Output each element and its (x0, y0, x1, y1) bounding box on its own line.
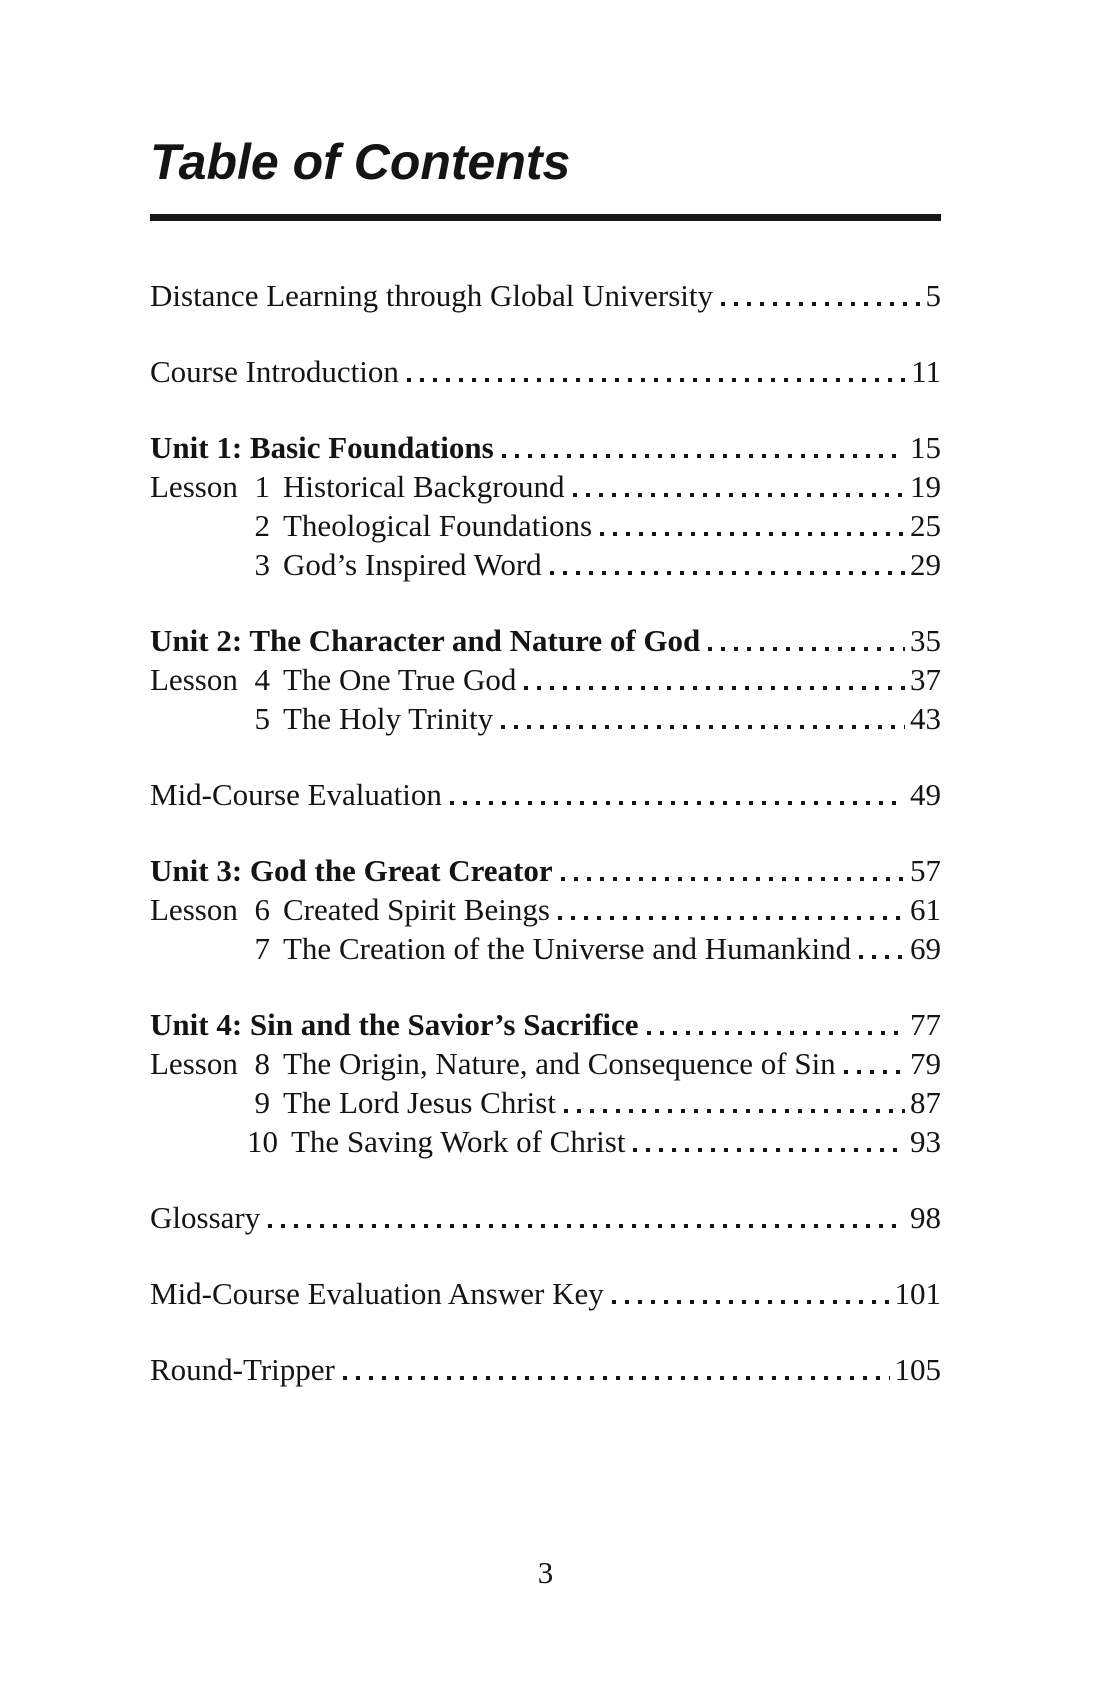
toc-entry-page: 87 (910, 1085, 941, 1120)
leader-dots (844, 1070, 905, 1074)
toc-entry-label: The Lord Jesus Christ (283, 1085, 556, 1120)
toc-entry-prefix: Lesson (150, 469, 238, 504)
toc-entry-page: 49 (910, 777, 941, 812)
toc-entry (150, 851, 941, 890)
toc-entry-page: 5 (925, 278, 941, 313)
leader-dots (573, 493, 905, 497)
toc-entry-label: Unit 3: God the Great Creator (150, 853, 553, 888)
toc-entry-label: Mid-Course Evaluation Answer Key (150, 1276, 604, 1311)
toc-entry-label: Mid-Course Evaluation (150, 777, 442, 812)
toc-entry-label: Theological Foundations (283, 508, 593, 543)
toc-entry-label: Distance Learning through Global University (150, 278, 714, 313)
toc-entry (150, 890, 941, 929)
leader-dots (600, 532, 905, 536)
toc-entry (150, 929, 941, 968)
toc-entry-page: 61 (910, 892, 941, 927)
leader-dots (343, 1376, 890, 1380)
page-content (150, 0, 941, 1389)
toc-entry (150, 506, 941, 545)
toc-entry (150, 276, 941, 315)
toc-entry-page: 19 (910, 469, 941, 504)
leader-dots (564, 1109, 905, 1113)
toc-entry-label: Created Spirit Beings (283, 892, 550, 927)
leader-dots (859, 955, 905, 959)
toc-entry-page: 37 (910, 662, 941, 697)
toc-entry-page: 69 (910, 931, 941, 966)
leader-dots (721, 302, 920, 306)
toc-entry-number: 8 (254, 1046, 270, 1081)
toc-entry (150, 1350, 941, 1389)
toc-entry (150, 1198, 941, 1237)
toc-entry (150, 1274, 941, 1313)
toc-entry (150, 660, 941, 699)
page-title: Table of Contents (150, 134, 571, 190)
toc-entry-page: 105 (894, 1352, 941, 1387)
toc-entry (150, 428, 941, 467)
toc-entry-number: 5 (254, 701, 270, 736)
toc-entry-label: The Origin, Nature, and Consequence of Sin (283, 1046, 836, 1081)
leader-dots (708, 647, 905, 651)
toc-entry-page: 57 (910, 853, 941, 888)
toc-entry-number: 7 (254, 931, 270, 966)
toc-entry-label: Course Introduction (150, 354, 399, 389)
toc-entry-prefix: Lesson (150, 892, 238, 927)
leader-dots (550, 571, 905, 575)
toc-entry-number: 3 (254, 547, 270, 582)
toc-entry-page: 25 (910, 508, 941, 543)
toc-entry (150, 1005, 941, 1044)
toc-entry-label: Glossary (150, 1200, 261, 1235)
leader-dots (502, 454, 905, 458)
toc-entry (150, 545, 941, 584)
toc-entry-label: Unit 1: Basic Foundations (150, 430, 494, 465)
leader-dots (558, 916, 905, 920)
leader-dots (612, 1300, 890, 1304)
toc-entry-page: 29 (910, 547, 941, 582)
toc-entry-label: Historical Background (283, 469, 565, 504)
leader-dots (524, 686, 905, 690)
toc-entry (150, 621, 941, 660)
toc-list (150, 276, 941, 1389)
toc-entry-page: 11 (911, 354, 941, 389)
toc-entry-number: 10 (247, 1124, 278, 1159)
toc-entry (150, 467, 941, 506)
leader-dots (268, 1224, 905, 1228)
toc-entry-page: 35 (910, 623, 941, 658)
leader-dots (407, 378, 906, 382)
toc-entry-page: 93 (910, 1124, 941, 1159)
leader-dots (450, 801, 905, 805)
toc-entry (150, 699, 941, 738)
leader-dots (647, 1031, 905, 1035)
toc-entry-label: The Holy Trinity (283, 701, 494, 736)
toc-entry-page: 77 (910, 1007, 941, 1042)
toc-entry-number: 9 (254, 1085, 270, 1120)
toc-entry (150, 1083, 941, 1122)
toc-entry-number: 6 (254, 892, 270, 927)
title-rule (150, 214, 941, 221)
toc-entry-page: 79 (910, 1046, 941, 1081)
leader-dots (561, 877, 905, 881)
toc-entry-label: God’s Inspired Word (283, 547, 542, 582)
toc-entry-page: 15 (910, 430, 941, 465)
toc-entry-label: Round-Tripper (150, 1352, 335, 1387)
toc-entry-page: 98 (910, 1200, 941, 1235)
toc-entry-label: The One True God (283, 662, 517, 697)
toc-entry (150, 1044, 941, 1083)
toc-entry-label: The Saving Work of Christ (291, 1124, 626, 1159)
toc-entry (150, 1122, 941, 1161)
toc-entry-label: Unit 2: The Character and Nature of God (150, 623, 701, 658)
leader-dots (501, 725, 905, 729)
toc-entry-page: 101 (894, 1276, 941, 1311)
toc-entry-number: 2 (254, 508, 270, 543)
page-number: 3 (537, 1555, 554, 1590)
toc-entry-label: Unit 4: Sin and the Savior’s Sacrifice (150, 1007, 639, 1042)
toc-entry-page: 43 (910, 701, 941, 736)
toc-entry-number: 4 (254, 662, 270, 697)
toc-entry (150, 352, 941, 391)
leader-dots (633, 1148, 905, 1152)
toc-entry-label: The Creation of the Universe and Humankind (283, 931, 852, 966)
toc-entry-number: 1 (254, 469, 270, 504)
toc-entry (150, 775, 941, 814)
toc-entry-prefix: Lesson (150, 662, 238, 697)
toc-entry-prefix: Lesson (150, 1046, 238, 1081)
